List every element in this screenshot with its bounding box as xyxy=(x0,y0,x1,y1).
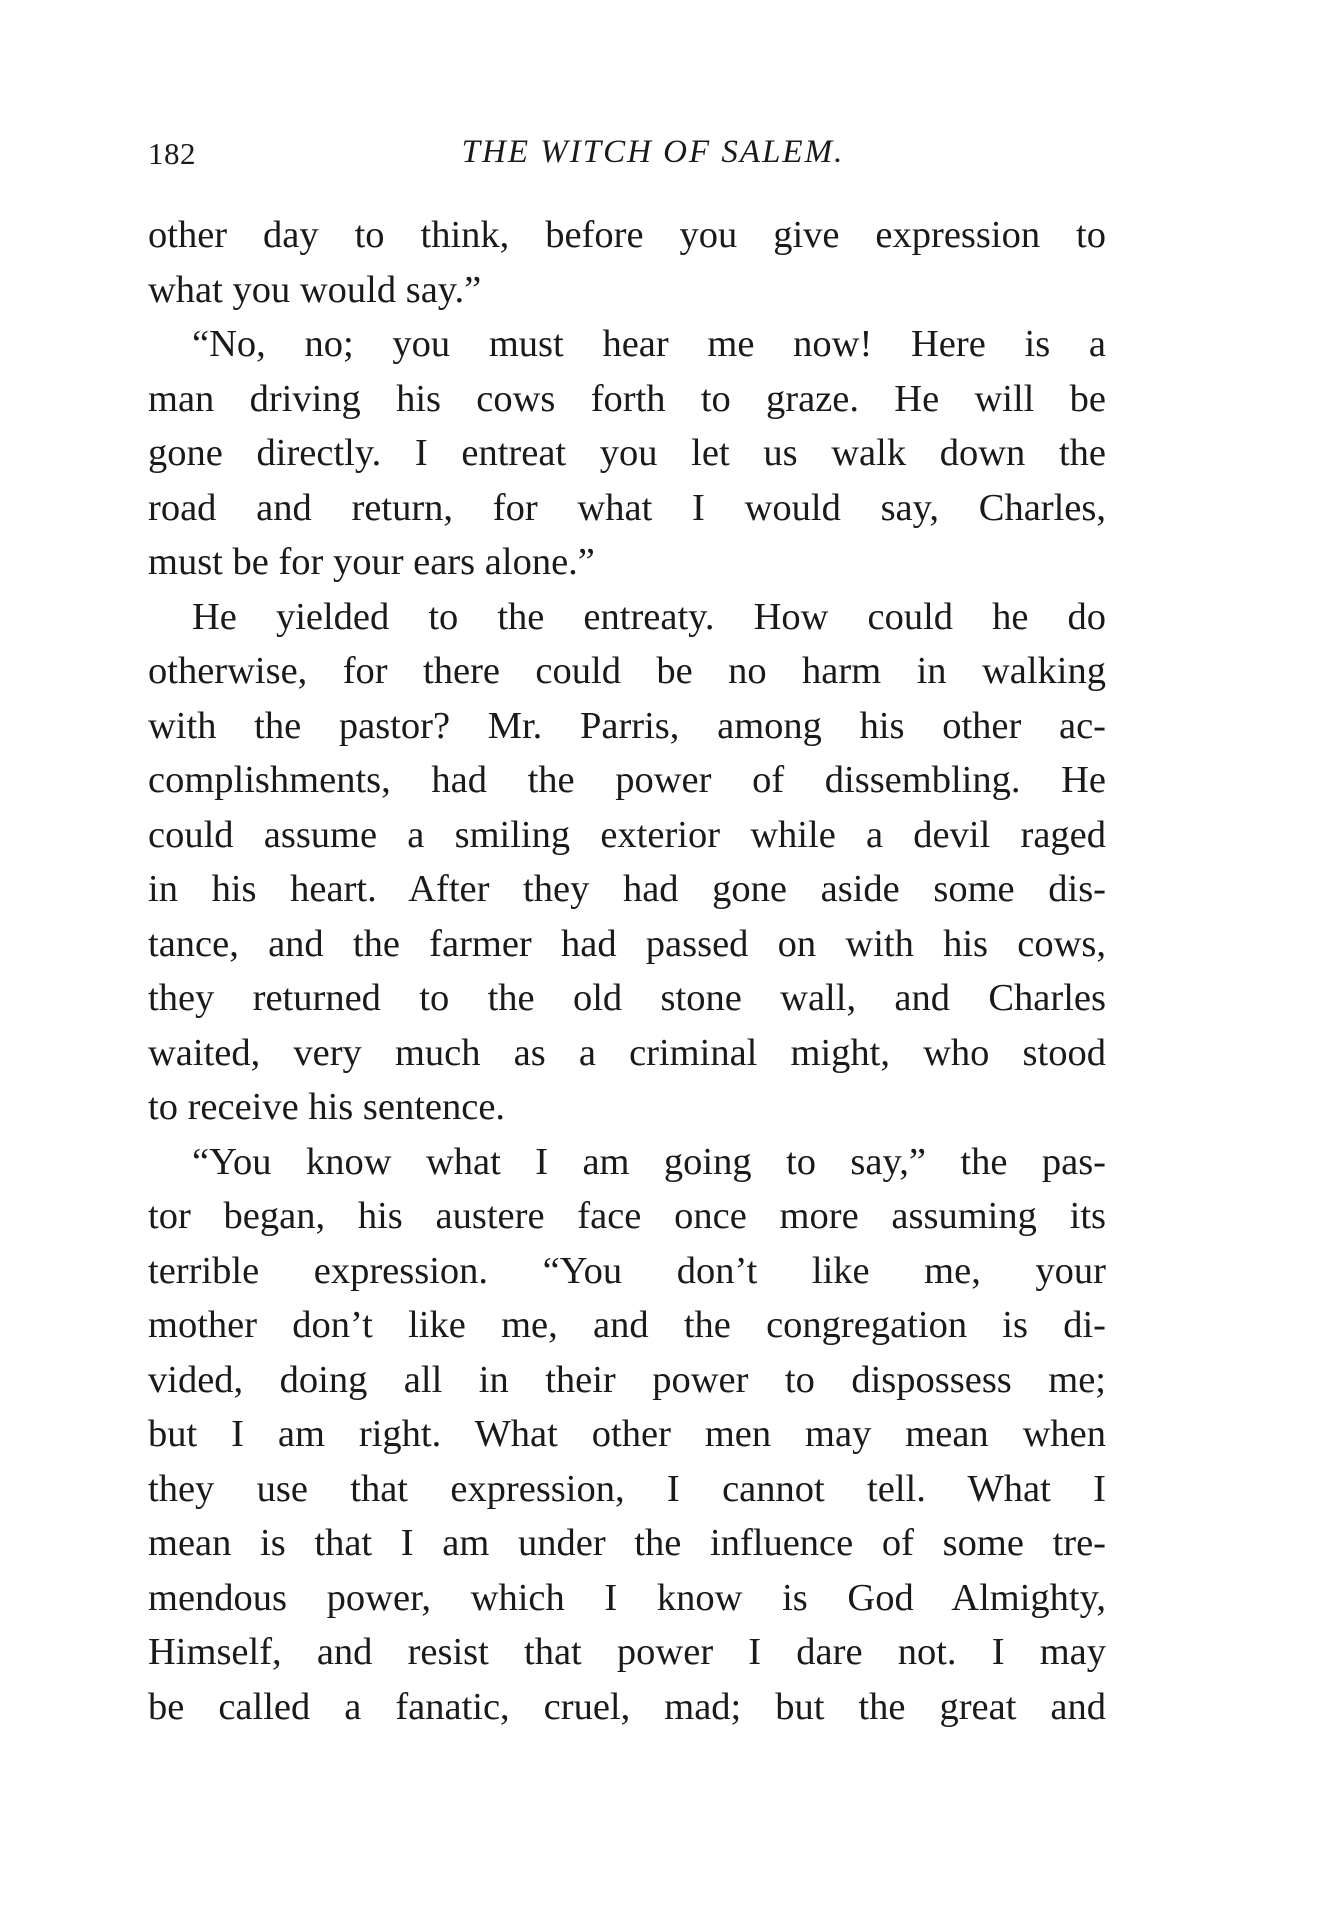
text-line: waited, very much as a criminal might, who stood xyxy=(148,1031,1106,1074)
text-line: but I am right. What other men may mean when xyxy=(148,1413,1106,1455)
text-line: vided, doing all in their power to dispossess me; xyxy=(148,1358,1106,1401)
text-line: “You know what I am going to say,” the pas- xyxy=(192,1140,1106,1183)
text-line: to receive his sentence. xyxy=(148,1086,506,1128)
text-line: mother don’t like me, and the congregation is di- xyxy=(148,1304,1106,1346)
page-header xyxy=(148,128,1106,176)
text-line: He yielded to the entreaty. How could he do xyxy=(192,595,1106,638)
text-line: be called a fanatic, cruel, mad; but the great and xyxy=(148,1685,1106,1728)
text-line: complishments, had the power of dissembling. He xyxy=(148,759,1106,801)
text-line: other day to think, before you give expression to xyxy=(148,214,1106,256)
text-line: tor began, his austere face once more assuming its xyxy=(148,1195,1106,1237)
text-line: with the pastor? Mr. Parris, among his other ac- xyxy=(148,704,1106,747)
text-line: what you would say.” xyxy=(148,268,482,311)
text-line: otherwise, for there could be no harm in walking xyxy=(148,650,1106,692)
text-line: “No, no; you must hear me now! Here is a xyxy=(192,323,1106,365)
text-line: Himself, and resist that power I dare not. I may xyxy=(148,1631,1106,1673)
text-line: they returned to the old stone wall, and Charles xyxy=(148,977,1106,1019)
text-line: terrible expression. “You don’t like me, your xyxy=(148,1249,1106,1292)
running-title: THE WITCH OF SALEM. xyxy=(461,134,845,170)
text-line: could assume a smiling exterior while a devil raged xyxy=(148,813,1106,856)
body-text xyxy=(148,208,1106,1734)
text-line: mendous power, which I know is God Almighty, xyxy=(148,1576,1106,1619)
text-line: man driving his cows forth to graze. He will be xyxy=(148,377,1106,420)
text-line: they use that expression, I cannot tell. What I xyxy=(148,1467,1106,1510)
text-line: mean is that I am under the influence of some tre- xyxy=(148,1522,1106,1564)
page-number: 182 xyxy=(148,136,196,171)
text-line: in his heart. After they had gone aside some dis- xyxy=(148,868,1106,910)
text-line: must be for your ears alone.” xyxy=(148,541,595,583)
text-line: gone directly. I entreat you let us walk down the xyxy=(148,432,1106,474)
text-line: road and return, for what I would say, Charles, xyxy=(148,486,1106,529)
text-line: tance, and the farmer had passed on with his cows, xyxy=(148,922,1106,965)
